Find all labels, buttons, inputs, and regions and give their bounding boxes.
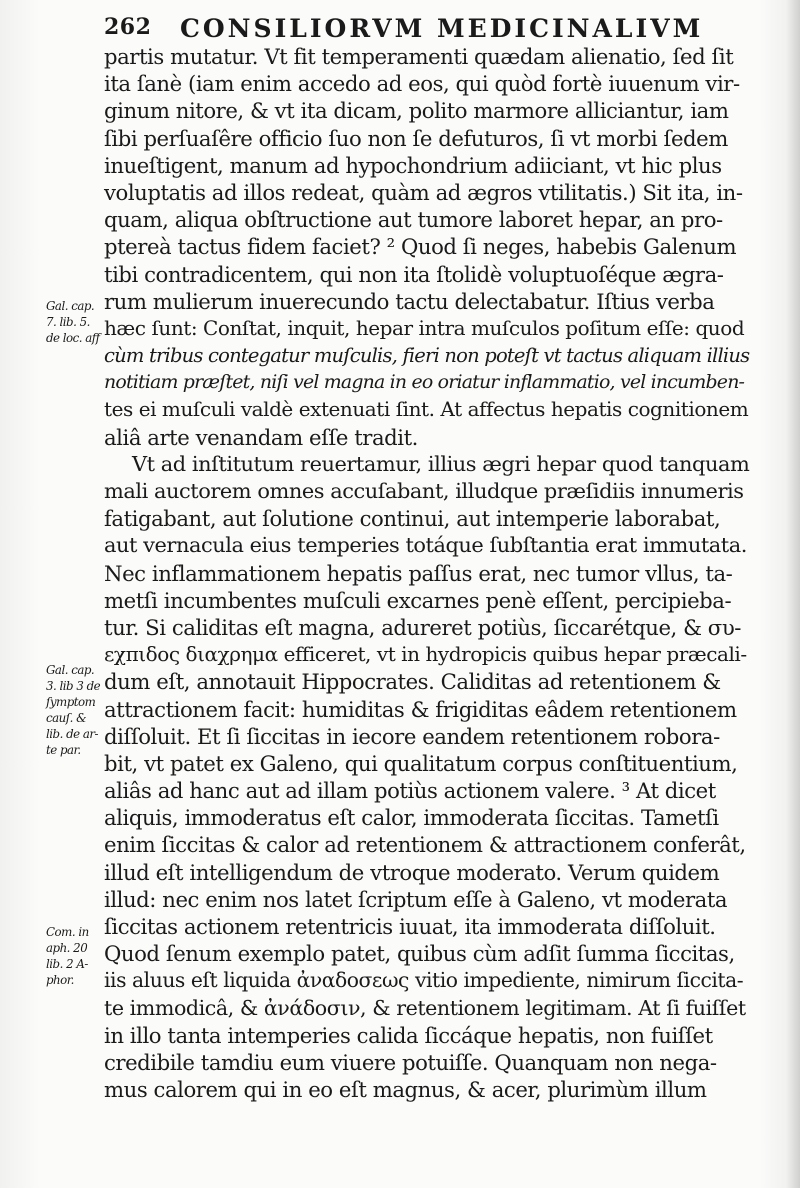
margin-note-line: de loc. aff <box>46 331 100 345</box>
margin-note <box>46 662 108 758</box>
running-title: CONSILIORVM MEDICINALIVM <box>180 14 704 43</box>
margin-note-line: lib. 2 A- <box>46 957 88 971</box>
text-line: voluptatis ad illos redeat, quàm ad ægros vtilitatis.) Sit ita, in- <box>104 179 743 205</box>
margin-note-line: lib. de ar- <box>46 727 99 741</box>
page-edge-shadow <box>786 0 800 1188</box>
text-line: tibi contradicentem, qui non ita ſtolidè voluptuoſéque ægra- <box>104 261 724 287</box>
text-line: ita ſanè (iam enim accedo ad eos, qui quòd fortè iuuenum vir- <box>104 71 740 97</box>
text-line: Quod ſenum exemplo patet, quibus cùm adſit ſumma ſiccitas, <box>104 941 735 967</box>
page-header <box>104 14 784 46</box>
text-line: fatigabant, aut ſolutione continui, aut intemperie laborabat, <box>104 506 721 532</box>
margin-note-line: Gal. cap. <box>46 299 95 313</box>
margin-note-line: ſymptom <box>46 695 96 709</box>
text-line: aliâs ad hanc aut ad illam potiùs actionem valere. ³ At dicet <box>104 778 716 804</box>
text-line: mus calorem qui in eo eſt magnus, & acer, plurimùm illum <box>104 1077 707 1103</box>
margin-note <box>46 924 108 988</box>
text-line: illud eſt intelligendum de vtroque moderato. Verum quidem <box>104 859 720 885</box>
text-line: tes ei muſculi valdè extenuati ſint. At affectus hepatis cognitionem <box>104 397 749 422</box>
text-line: inueſtigent, manum ad hypochondrium adiiciant, vt hic plus <box>104 152 722 178</box>
margin-note-line: te par. <box>46 743 81 757</box>
text-line: illud: nec enim nos latet ſcriptum eſſe à Galeno, vt moderata <box>104 886 728 912</box>
text-line: ginum nitore, & vt ita dicam, polito marmore alliciantur, iam <box>104 98 729 124</box>
text-line: te immodicâ, & ἀνάδοσιν, & retentionem legitimam. At ſi fuiſſet <box>104 995 746 1020</box>
text-line: iis aluus eſt liquida ἀναδοσεως vitio impediente, nimirum ſiccita- <box>104 968 744 993</box>
quote-line: cùm tribus contegatur muſculis, fieri non poteſt vt tactus aliquam illius <box>104 344 750 368</box>
text-line: Vt ad inſtitutum reuertamur, illius ægri hepar quod tanquam <box>132 451 750 476</box>
margin-note-line: 7. lib. 5. <box>46 315 90 329</box>
text-line: aliquis, immoderatus eſt calor, immoderata ſiccitas. Tametſi <box>104 805 719 831</box>
text-line: ſibi perſuaſêre officio ſuo non ſe defuturos, ſi vt morbi ſedem <box>104 125 728 151</box>
margin-note-line: aph. 20 <box>46 941 88 955</box>
text-line: hæc ſunt: Conſtat, inquit, hepar intra muſculos poſitum eſſe: quod <box>104 315 745 340</box>
margin-note-line: cauſ. & <box>46 711 87 725</box>
text-line: bit, vt patet ex Galeno, qui qualitatum corpus conſtituentium, <box>104 750 738 776</box>
text-line: in illo tanta intemperies calida ſiccáque hepatis, non fuiſſet <box>104 1022 713 1048</box>
text-line: enim ſiccitas & calor ad retentionem & attractionem conferât, <box>104 832 746 858</box>
text-line: credibile tamdiu eum viuere potuiſſe. Quanquam non nega- <box>104 1049 717 1075</box>
margin-note-line: phor. <box>46 973 74 987</box>
margin-note-line: Gal. cap. <box>46 663 95 677</box>
text-line: dum eſt, annotauit Hippocrates. Caliditas ad retentionem & <box>104 669 721 695</box>
text-line: aliâ arte venandam eſſe tradit. <box>104 424 418 450</box>
text-line: εχπιδος διαχρημα efficeret, vt in hydropicis quibus hepar præcali- <box>104 642 747 667</box>
margin-note <box>46 298 108 346</box>
text-line: Nec inflammationem hepatis paſſus erat, nec tumor vllus, ta- <box>104 560 733 586</box>
page-number: 262 <box>104 14 152 40</box>
text-line: ſiccitas actionem retentricis iuuat, ita immoderata diſſoluit. <box>104 914 716 939</box>
text-line: partis mutatur. Vt fit temperamenti quædam alienatio, ſed ſit <box>104 44 734 69</box>
text-line: quam, aliqua obſtructione aut tumore laboret hepar, an pro- <box>104 207 723 233</box>
text-line: diſſoluit. Et ſi ſiccitas in iecore eandem retentionem robora- <box>104 723 720 749</box>
text-line: aut vernacula eius temperies totáque ſubſtantia erat immutata. <box>104 533 747 558</box>
text-line: rum mulierum inuerecundo tactu delectabatur. Iſtius verba <box>104 288 715 314</box>
quote-line: notitiam præſtet, niſi vel magna in eo oriatur inflammatio, vel incumben- <box>104 371 745 394</box>
text-line: ptereà tactus fidem faciet? ² Quod ſi neges, habebis Galenum <box>104 234 737 260</box>
text-line: tur. Si caliditas eſt magna, adureret potiùs, ſiccarétque, & συ- <box>104 614 741 640</box>
text-line: mali auctorem omnes accuſabant, illudque præſidiis innumeris <box>104 479 744 503</box>
margin-note-line: Com. in <box>46 925 89 939</box>
margin-note-line: 3. lib 3 de <box>46 679 101 693</box>
text-line: attractionem facit: humiditas & frigiditas eâdem retentionem <box>104 696 737 722</box>
text-line: metſi incumbentes muſculi excarnes penè eſſent, percipieba- <box>104 587 732 613</box>
body-text <box>104 43 750 1103</box>
